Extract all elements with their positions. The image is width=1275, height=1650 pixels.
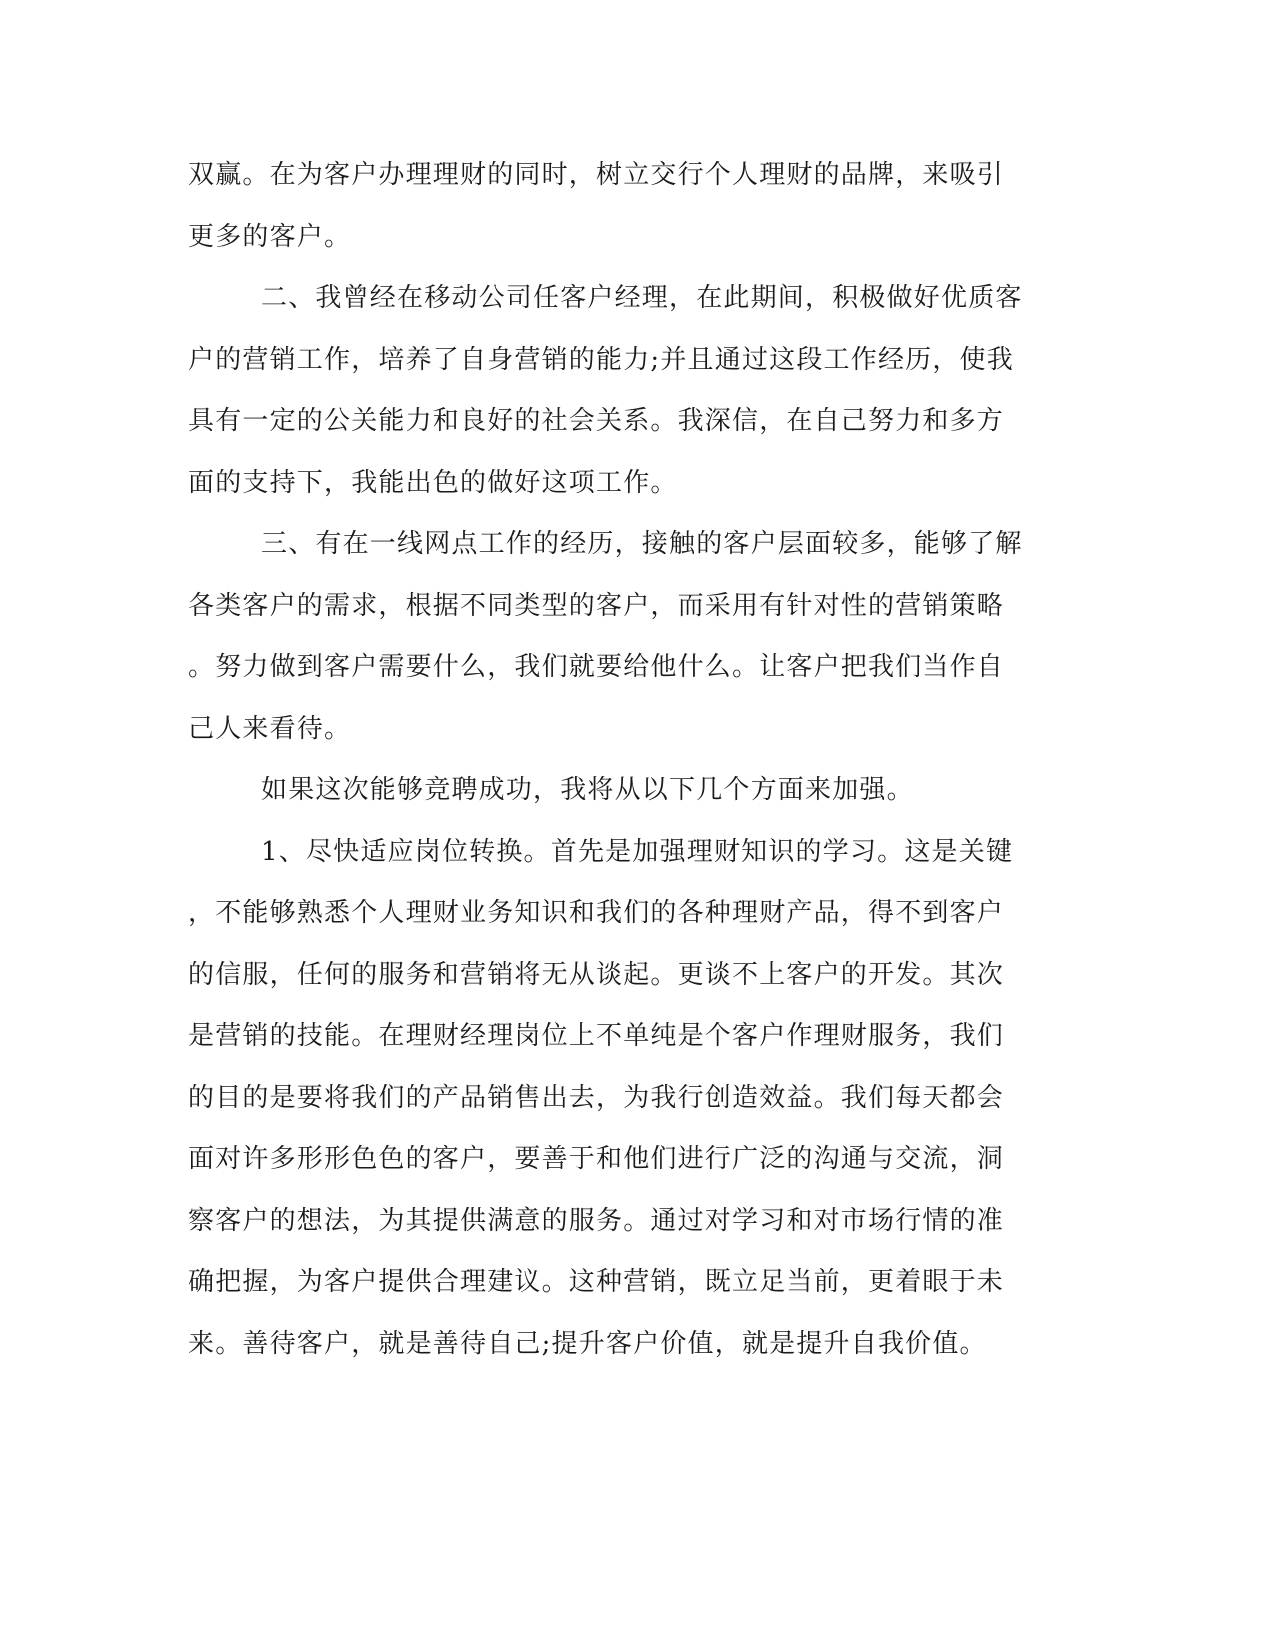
- text-line: 面对许多形形色色的客户，要善于和他们进行广泛的沟通与交流，洞: [188, 1144, 1005, 1174]
- text-line: ，不能够熟悉个人理财业务知识和我们的各种理财产品，得不到客户: [188, 898, 1005, 928]
- text-line: 具有一定的公关能力和良好的社会关系。我深信，在自己努力和多方: [188, 406, 1005, 436]
- text-line: 户的营销工作，培养了自身营销的能力;并且通过这段工作经历，使我: [188, 344, 1014, 375]
- text-line: 是营销的技能。在理财经理岗位上不单纯是个客户作理财服务，我们: [188, 1021, 1005, 1051]
- paragraph-start-line: 1、尽快适应岗位转换。首先是加强理财知识的学习。这是关键: [261, 836, 1014, 867]
- text-line: 。努力做到客户需要什么，我们就要给他什么。让客户把我们当作自: [188, 652, 1005, 682]
- text-line: 双赢。在为客户办理理财的同时，树立交行个人理财的品牌，来吸引: [188, 160, 1005, 190]
- text-line: 的信服，任何的服务和营销将无从谈起。更谈不上客户的开发。其次: [188, 959, 1005, 990]
- text-line: 的目的是要将我们的产品销售出去，为我行创造效益。我们每天都会: [188, 1082, 1005, 1113]
- text-line: 各类客户的需求，根据不同类型的客户，而采用有针对性的营销策略: [188, 590, 1005, 621]
- paragraph-start-line: 三、有在一线网点工作的经历，接触的客户层面较多，能够了解: [261, 529, 1023, 559]
- document-body: [188, 160, 1068, 1390]
- text-line: 更多的客户。: [188, 221, 352, 252]
- text-line: 察客户的想法，为其提供满意的服务。通过对学习和对市场行情的准: [188, 1205, 1005, 1236]
- text-line: 面的支持下，我能出色的做好这项工作。: [188, 467, 678, 498]
- text-line: 来。善待客户，就是善待自己;提升客户价值，就是提升自我价值。: [188, 1328, 987, 1359]
- paragraph-start-line: 二、我曾经在移动公司任客户经理，在此期间，积极做好优质客: [261, 283, 1023, 313]
- text-line: 己人来看待。: [188, 713, 352, 744]
- paragraph-start-line: 如果这次能够竞聘成功，我将从以下几个方面来加强。: [261, 775, 914, 805]
- text-line: 确把握，为客户提供合理建议。这种营销，既立足当前，更着眼于未: [188, 1267, 1005, 1297]
